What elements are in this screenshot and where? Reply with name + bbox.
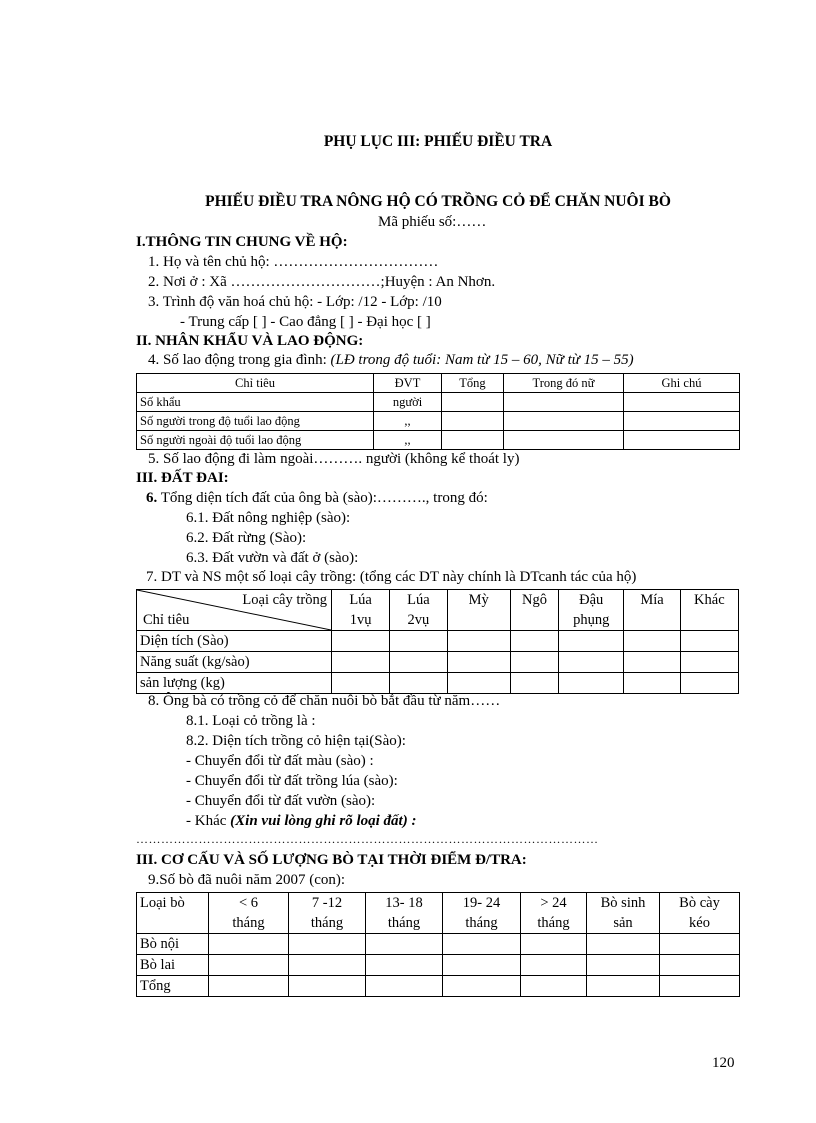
table-header: Chỉ tiêu bbox=[137, 374, 374, 393]
crop-corner-bottom: Chỉ tiêu bbox=[143, 612, 190, 628]
table-cell[interactable] bbox=[331, 631, 389, 652]
table-header-row bbox=[137, 374, 740, 393]
section-1-heading: I.THÔNG TIN CHUNG VỀ HỘ: bbox=[136, 234, 348, 250]
table-cell: ,, bbox=[374, 412, 442, 431]
table-cell[interactable] bbox=[660, 976, 740, 997]
table-cell[interactable] bbox=[587, 955, 660, 976]
table-header: < 6 tháng bbox=[209, 893, 289, 934]
table-cell[interactable] bbox=[447, 673, 510, 694]
table-cell: người bbox=[374, 393, 442, 412]
table-header: 13- 18 tháng bbox=[366, 893, 443, 934]
table-cell: ,, bbox=[374, 431, 442, 450]
table-cell[interactable] bbox=[521, 955, 587, 976]
table-cell: Số khẩu bbox=[137, 393, 374, 412]
table-cell[interactable] bbox=[587, 934, 660, 955]
table-cell[interactable] bbox=[559, 673, 624, 694]
crop-corner-cell bbox=[137, 590, 332, 631]
table-cell[interactable] bbox=[442, 393, 504, 412]
table-header: Ngô bbox=[510, 590, 558, 631]
table-header: Loại bò bbox=[137, 893, 209, 934]
question-4 bbox=[148, 352, 634, 369]
table-header: ĐVT bbox=[374, 374, 442, 393]
appendix-title: PHỤ LỤC III: PHIẾU ĐIỀU TRA bbox=[323, 133, 553, 150]
table-row bbox=[137, 673, 739, 694]
question-6-2: 6.2. Đất rừng (Sào): bbox=[186, 530, 307, 546]
question-6-3: 6.3. Đất vườn và đất ở (sào): bbox=[186, 550, 359, 566]
question-8: 8. Ông bà có trồng cỏ để chăn nuôi bò bắt đầu từ năm…… bbox=[148, 693, 501, 709]
table-row bbox=[137, 393, 740, 412]
table-cell: Số người trong độ tuổi lao động bbox=[137, 412, 374, 431]
question-3-options: - Trung cấp [ ] - Cao đẳng [ ] - Đại học [ ] bbox=[180, 314, 431, 330]
table-cell: Diện tích (Sào) bbox=[137, 631, 332, 652]
question-6-text: Tổng diện tích đất của ông bà (sào):………., trong đó: bbox=[157, 490, 488, 506]
table-header: > 24 tháng bbox=[521, 893, 587, 934]
table-header-row bbox=[137, 893, 740, 934]
question-8-2c: - Chuyển đổi từ đất vườn (sào): bbox=[186, 793, 376, 809]
table-row bbox=[137, 412, 740, 431]
table-cell[interactable] bbox=[443, 976, 521, 997]
table-cell[interactable] bbox=[510, 652, 558, 673]
question-7: 7. DT và NS một số loại cây trồng: (tổng các DT này chính là DTcanh tác của hộ) bbox=[146, 569, 637, 585]
table-cell[interactable] bbox=[660, 934, 740, 955]
table-header: 19- 24 tháng bbox=[443, 893, 521, 934]
table-cell[interactable] bbox=[624, 673, 680, 694]
table-cell[interactable] bbox=[442, 431, 504, 450]
table-cell[interactable] bbox=[331, 673, 389, 694]
table-cell[interactable] bbox=[587, 976, 660, 997]
table-cell[interactable] bbox=[331, 652, 389, 673]
table-cell[interactable] bbox=[390, 631, 447, 652]
table-cell[interactable] bbox=[209, 976, 289, 997]
table-row bbox=[137, 652, 739, 673]
section-3-heading: III. ĐẤT ĐAI: bbox=[136, 470, 229, 486]
table-header: Lúa 1vụ bbox=[331, 590, 389, 631]
section-4-heading: III. CƠ CẤU VÀ SỐ LƯỢNG BÒ TẠI THỜI ĐIỂM Đ/TRA: bbox=[136, 852, 527, 868]
table-header: 7 -12 tháng bbox=[289, 893, 366, 934]
table-cell[interactable] bbox=[504, 393, 624, 412]
question-1: 1. Họ và tên chủ hộ: …………………………… bbox=[148, 254, 439, 270]
table-cell[interactable] bbox=[390, 673, 447, 694]
table-header: Ghi chú bbox=[624, 374, 740, 393]
question-3: 3. Trình độ văn hoá chủ hộ: - Lớp: /12 - Lớp: /10 bbox=[148, 294, 442, 310]
table-header: Tổng bbox=[442, 374, 504, 393]
table-row bbox=[137, 955, 740, 976]
question-2: 2. Nơi ở : Xã …………………………;Huyện : An Nhơn. bbox=[148, 274, 496, 290]
table-header-row bbox=[137, 590, 739, 631]
table-header: Bò cày kéo bbox=[660, 893, 740, 934]
table-cell: sản lượng (kg) bbox=[137, 673, 332, 694]
table-cell[interactable] bbox=[680, 631, 738, 652]
table-cell[interactable] bbox=[521, 934, 587, 955]
page-number: 120 bbox=[712, 1055, 735, 1071]
question-8-2b: - Chuyển đổi từ đất trồng lúa (sào): bbox=[186, 773, 398, 789]
table-cell[interactable] bbox=[510, 673, 558, 694]
question-5: 5. Số lao động đi làm ngoài………. người (không kể thoát ly) bbox=[148, 451, 520, 467]
question-8-2d-note: (Xin vui lòng ghi rõ loại đất) : bbox=[230, 813, 417, 829]
table-cell: Bò lai bbox=[137, 955, 209, 976]
question-4-note: (LĐ trong độ tuổi: Nam từ 15 – 60, Nữ từ 15 – 55) bbox=[330, 352, 634, 368]
crop-corner-top: Loại cây trồng bbox=[242, 592, 327, 608]
table-cell: Năng suất (kg/sào) bbox=[137, 652, 332, 673]
crop-table bbox=[136, 589, 739, 694]
table-cell[interactable] bbox=[624, 652, 680, 673]
table-cell[interactable] bbox=[504, 412, 624, 431]
section-2-heading: II. NHÂN KHẨU VÀ LAO ĐỘNG: bbox=[136, 333, 364, 349]
table-cell: Bò nội bbox=[137, 934, 209, 955]
question-6-1: 6.1. Đất nông nghiệp (sào): bbox=[186, 510, 351, 526]
table-cell[interactable] bbox=[209, 934, 289, 955]
table-cell[interactable] bbox=[366, 955, 443, 976]
form-code: Mã phiếu số:…… bbox=[378, 214, 487, 230]
table-cell[interactable] bbox=[510, 631, 558, 652]
form-title: PHIẾU ĐIỀU TRA NÔNG HỘ CÓ TRỒNG CỎ ĐỂ CHĂN NUÔI BÒ bbox=[205, 193, 671, 210]
table-cell[interactable] bbox=[624, 431, 740, 450]
question-8-1: 8.1. Loại cỏ trồng là : bbox=[186, 713, 316, 729]
question-8-2d: - Khác (Xin vui lòng ghi rõ loại đất) : bbox=[186, 813, 417, 829]
table-cell[interactable] bbox=[660, 955, 740, 976]
table-cell[interactable] bbox=[289, 934, 366, 955]
question-6 bbox=[146, 490, 488, 507]
question-8-2a: - Chuyển đổi từ đất màu (sào) : bbox=[186, 753, 374, 769]
table-cell[interactable] bbox=[443, 955, 521, 976]
table-cell: Số người ngoài độ tuổi lao động bbox=[137, 431, 374, 450]
question-4-text: 4. Số lao động trong gia đình: bbox=[148, 352, 331, 368]
table-cell[interactable] bbox=[209, 955, 289, 976]
table-cell[interactable] bbox=[504, 431, 624, 450]
table-cell[interactable] bbox=[559, 652, 624, 673]
table-cell[interactable] bbox=[390, 652, 447, 673]
question-9: 9.Số bò đã nuôi năm 2007 (con): bbox=[148, 872, 346, 888]
table-cell[interactable] bbox=[366, 976, 443, 997]
table-cell[interactable] bbox=[366, 934, 443, 955]
table-cell[interactable] bbox=[680, 652, 738, 673]
table-cell[interactable] bbox=[624, 631, 680, 652]
table-cell[interactable] bbox=[442, 412, 504, 431]
table-row bbox=[137, 976, 740, 997]
table-cell[interactable] bbox=[289, 955, 366, 976]
dotted-line: ………………………………………………………………………………………………… bbox=[136, 832, 599, 846]
table-header: Lúa 2vụ bbox=[390, 590, 447, 631]
table-header: Trong đó nữ bbox=[504, 374, 624, 393]
table-cell: Tổng bbox=[137, 976, 209, 997]
table-cell[interactable] bbox=[443, 934, 521, 955]
table-header: Mỳ bbox=[447, 590, 510, 631]
table-row bbox=[137, 631, 739, 652]
table-cell[interactable] bbox=[289, 976, 366, 997]
table-cell[interactable] bbox=[559, 631, 624, 652]
table-row bbox=[137, 934, 740, 955]
table-cell[interactable] bbox=[447, 631, 510, 652]
cattle-table bbox=[136, 892, 740, 997]
question-8-2: 8.2. Diện tích trồng cỏ hiện tại(Sào): bbox=[186, 733, 406, 749]
table-cell[interactable] bbox=[624, 393, 740, 412]
table-header: Bò sinh sản bbox=[587, 893, 660, 934]
table-header: Khác bbox=[680, 590, 738, 631]
table-cell[interactable] bbox=[447, 652, 510, 673]
labor-table bbox=[136, 373, 740, 450]
table-row bbox=[137, 431, 740, 450]
table-header: Mía bbox=[624, 590, 680, 631]
question-6-number: 6. bbox=[146, 490, 158, 506]
table-cell[interactable] bbox=[624, 412, 740, 431]
table-header: Đậu phụng bbox=[559, 590, 624, 631]
table-cell[interactable] bbox=[680, 673, 738, 694]
table-cell[interactable] bbox=[521, 976, 587, 997]
